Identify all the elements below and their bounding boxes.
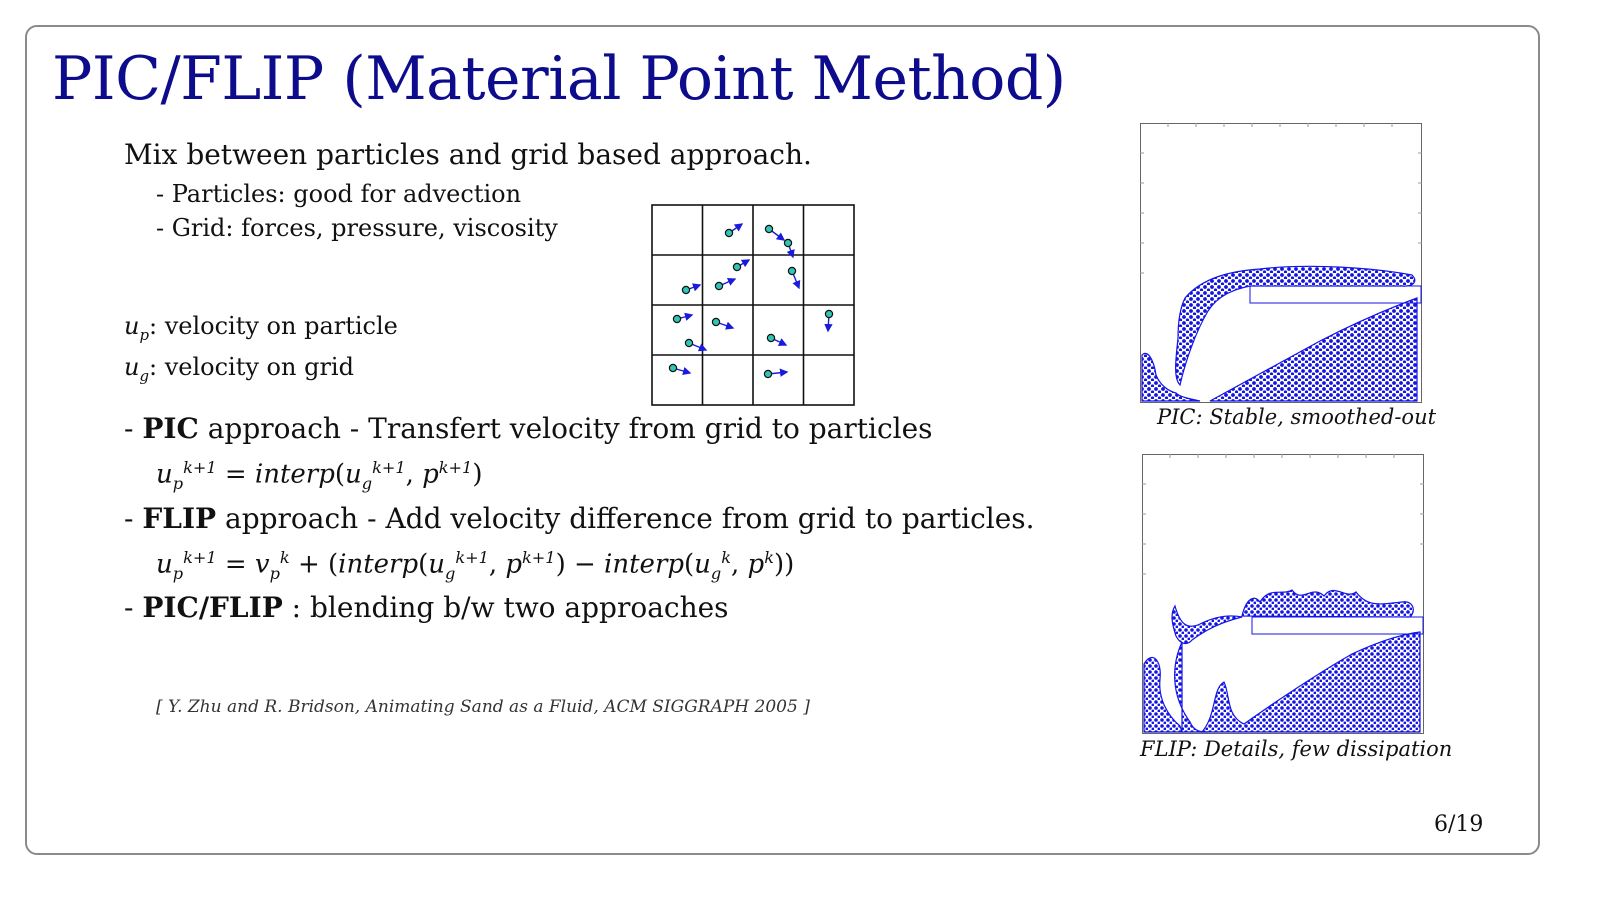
- particle: [784, 239, 791, 246]
- def-up: $u_p$: velocity on particle: [124, 312, 398, 344]
- pic-equation: $u_p^{k+1}$ = $interp(u_g^{k+1}$, $p^{k+1}$): [156, 458, 483, 493]
- sub-bullet-grid: - Grid: forces, pressure, viscosity: [156, 214, 558, 242]
- def-ug: $u_g$: velocity on grid: [124, 353, 354, 385]
- pic-caption: PIC: Stable, smoothed-out: [1157, 405, 1437, 429]
- particle: [712, 318, 719, 325]
- particle: [765, 225, 772, 232]
- particle: [825, 310, 832, 317]
- slide-title: PIC/FLIP (Material Point Method): [52, 44, 1066, 114]
- particle: [764, 370, 771, 377]
- particle-grid-diagram: [651, 204, 856, 407]
- particle: [685, 339, 692, 346]
- particle: [715, 282, 722, 289]
- particle: [725, 229, 732, 236]
- flip-equation: $u_p^{k+1} = v_p^k$ + ($interp(u_g^{k+1}$, $p^{k+1}$) − $interp(u_g^k$, $p^k$)): [156, 548, 795, 583]
- flip-simulation-image: [1142, 454, 1425, 735]
- particle: [669, 364, 676, 371]
- grid-lines: [652, 205, 854, 405]
- pic-bullet: - PIC approach - Transfert velocity from grid to particles: [124, 412, 933, 445]
- particle: [767, 334, 774, 341]
- citation: [ Y. Zhu and R. Bridson, Animating Sand as a Fluid, ACM SIGGRAPH 2005 ]: [156, 697, 810, 717]
- picflip-bullet: - PIC/FLIP : blending b/w two approaches: [124, 591, 729, 624]
- particle: [682, 286, 689, 293]
- sub-bullet-particles: - Particles: good for advection: [156, 180, 522, 208]
- particle: [673, 315, 680, 322]
- flip-caption: FLIP: Details, few dissipation: [1140, 737, 1453, 761]
- page-number: 6/19: [1434, 812, 1484, 837]
- intro-text: Mix between particles and grid based approach.: [124, 138, 812, 171]
- pic-simulation-image: [1140, 123, 1423, 404]
- particle: [733, 263, 740, 270]
- flip-bullet: - FLIP approach - Add velocity difference from grid to particles.: [124, 502, 1035, 535]
- particle: [788, 267, 795, 274]
